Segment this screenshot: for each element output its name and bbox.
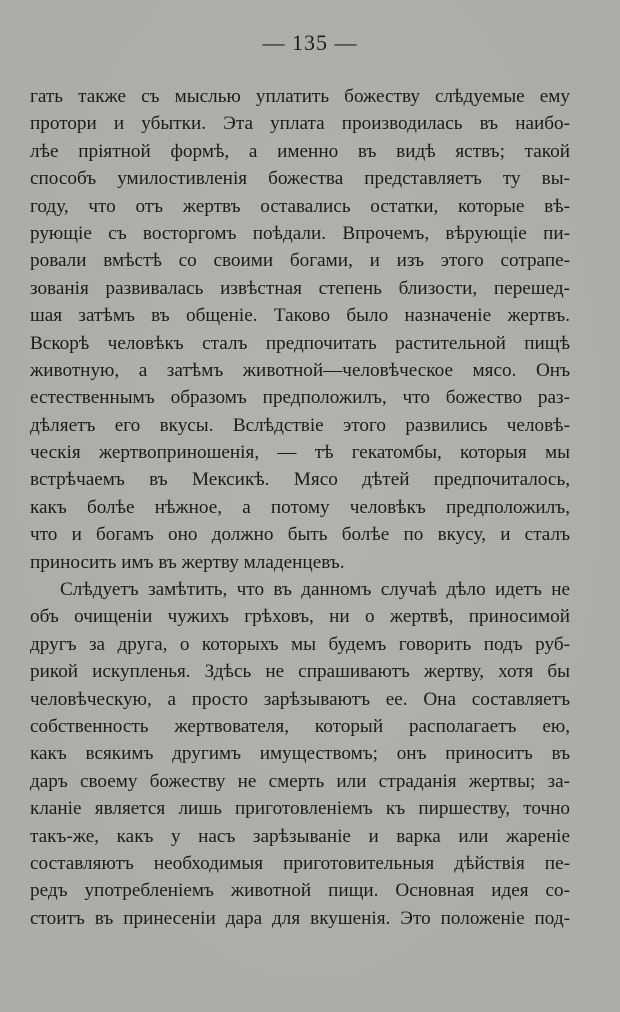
text-line: объ очищеніи чужихъ грѣховъ, ни о жертвѣ, приносимой: [30, 606, 570, 628]
page-body: [30, 83, 570, 932]
text-line: редъ употребленіемъ животной пищи. Основная идея со-: [30, 880, 570, 902]
text-line: встрѣчаемъ въ Мексикѣ. Мясо дѣтей предпочиталось,: [30, 469, 570, 491]
text-line: году, что отъ жертвъ оставались остатки, которые вѣ-: [30, 195, 570, 217]
text-line: другъ за друга, о которыхъ мы будемъ говорить подъ руб-: [30, 633, 570, 655]
text-line: естественнымъ образомъ предположилъ, что божество раз-: [30, 387, 570, 409]
text-line: стоитъ въ принесеніи дара для вкушенія. Это положеніе под-: [30, 907, 570, 929]
text-line: животную, а затѣмъ животной—человѣческое мясо. Онъ: [30, 359, 570, 381]
text-line: Слѣдуетъ замѣтить, что въ данномъ случаѣ дѣло идетъ не: [60, 579, 570, 601]
text-line: кланіе является лишь приготовленіемъ къ пиршеству, точно: [30, 798, 570, 820]
text-line: Вскорѣ человѣкъ сталъ предпочитать растительной пищѣ: [30, 332, 570, 354]
page-number: — 135 —: [262, 30, 358, 55]
paragraph-1: [30, 83, 570, 576]
text-line: рикой искупленья. Здѣсь не спрашиваютъ жертву, хотя бы: [30, 661, 570, 683]
text-line: способъ умилостивленія божества представляетъ ту вы-: [30, 168, 570, 190]
text-line: приносить имъ въ жертву младенцевъ.: [30, 551, 345, 573]
text-line: гать также съ мыслью уплатить божеству слѣдуемые ему: [30, 86, 570, 107]
text-line: ровали вмѣстѣ со своими богами, и изъ этого сотрапе-: [30, 250, 570, 272]
text-line: протори и убытки. Эта уплата производилась въ наибо-: [30, 113, 570, 135]
text-line: дѣляетъ его вкусы. Вслѣдствіе этого развились человѣ-: [30, 414, 570, 436]
text-line: что и богамъ оно должно быть болѣе по вкусу, и сталъ: [30, 524, 570, 546]
text-line: собственность жертвователя, который располагаетъ ею,: [30, 715, 570, 737]
text-line: лѣе пріятной формѣ, а именно въ видѣ яствъ; такой: [30, 140, 570, 162]
text-line: шая затѣмъ въ общеніе. Таково было назначеніе жертвъ.: [30, 305, 570, 327]
text-line: какъ болѣе нѣжное, а потому человѣкъ предположилъ,: [30, 496, 570, 518]
text-line: человѣческую, а просто зарѣзываютъ ее. Она составляетъ: [30, 688, 570, 710]
text-line: рующіе съ восторгомъ поѣдали. Впрочемъ, вѣрующіе пи-: [30, 222, 570, 244]
text-line: даръ своему божеству не смерть или страданія жертвы; за-: [30, 770, 570, 792]
text-line: ческія жертвоприношенія, — тѣ гекатомбы, которыя мы: [30, 442, 570, 464]
text-line: составляютъ необходимыя приготовительныя дѣйствія пе-: [30, 852, 570, 874]
text-line: такъ-же, какъ у насъ зарѣзываніе и варка или жареніе: [30, 825, 570, 847]
text-line: зованія развивалась извѣстная степень близости, перешед-: [30, 277, 570, 299]
text-line: какъ всякимъ другимъ имуществомъ; онъ приноситъ въ: [30, 743, 570, 765]
paragraph-2: [30, 576, 570, 932]
